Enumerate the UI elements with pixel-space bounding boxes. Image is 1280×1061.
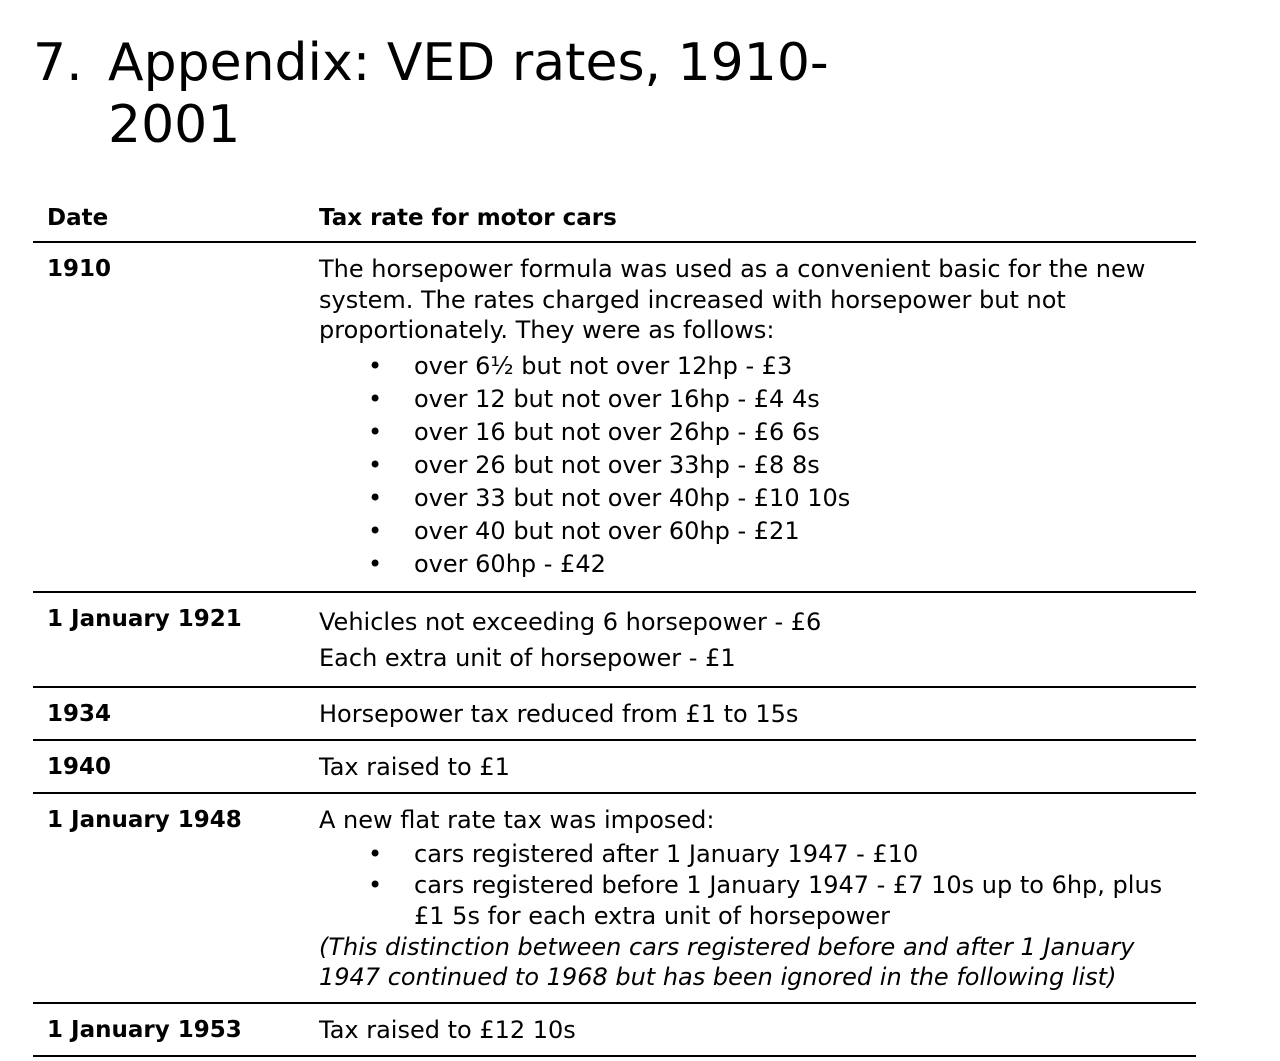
rate-bullet-list	[319, 350, 1182, 581]
bullet-icon: •	[368, 549, 383, 578]
column-header-rate: Tax rate for motor cars	[305, 197, 1196, 242]
rate-bullet-list	[319, 839, 1182, 932]
bullet-icon: •	[368, 839, 383, 868]
row-rate	[305, 793, 1196, 1003]
row-date: 1 January 1921	[33, 592, 305, 687]
list-item	[319, 870, 1182, 932]
row-note: (This distinction between cars registered before and after 1 January 1947 continued to 1968 but has been ignored in the following list)	[319, 932, 1135, 991]
list-item	[319, 383, 1182, 416]
list-item	[319, 548, 1182, 581]
list-item	[319, 350, 1182, 383]
row-intro-text: The horsepower formula was used as a convenient basic for the new system. The rates charged increased with horsepower but not proportionately. They were as follows:	[319, 255, 1146, 344]
list-item-text: over 12 but not over 16hp - £4 4s	[414, 384, 820, 413]
list-item	[319, 839, 1182, 870]
table-header-row	[33, 197, 1196, 242]
bullet-icon: •	[368, 351, 383, 380]
row-rate	[305, 242, 1196, 592]
bullet-icon: •	[368, 384, 383, 413]
rate-line: Each extra unit of horsepower - £1	[319, 643, 736, 672]
list-item	[319, 416, 1182, 449]
row-date: 1940	[33, 740, 305, 793]
list-item-text: cars registered after 1 January 1947 - £10	[414, 839, 919, 868]
list-item	[319, 449, 1182, 482]
row-rate: Tax raised to £1	[305, 740, 1196, 793]
table-row	[33, 740, 1196, 793]
column-header-date: Date	[33, 197, 305, 242]
heading-number: 7.	[33, 33, 83, 93]
bullet-icon: •	[368, 870, 383, 899]
bullet-icon: •	[368, 450, 383, 479]
list-item-text: over 40 but not over 60hp - £21	[414, 516, 800, 545]
rate-line: Vehicles not exceeding 6 horsepower - £6	[319, 607, 822, 636]
list-item-text: over 6½ but not over 12hp - £3	[414, 351, 793, 380]
row-date: 1910	[33, 242, 305, 592]
row-rate: Tax raised to £12 10s	[305, 1003, 1196, 1056]
list-item-text: over 33 but not over 40hp - £10 10s	[414, 483, 851, 512]
ved-rates-table	[33, 197, 1196, 1057]
table-row	[33, 793, 1196, 1003]
page-heading	[33, 32, 868, 156]
bullet-icon: •	[368, 516, 383, 545]
list-item-text: cars registered before 1 January 1947 - £7 10s up to 6hp, plus £1 5s for each extra unit of horsepower	[414, 870, 1163, 930]
row-rate: Horsepower tax reduced from £1 to 15s	[305, 687, 1196, 740]
bullet-icon: •	[368, 483, 383, 512]
list-item	[319, 482, 1182, 515]
row-date: 1934	[33, 687, 305, 740]
table-row	[33, 592, 1196, 687]
row-rate	[305, 592, 1196, 687]
table-row	[33, 1003, 1196, 1056]
table-row	[33, 687, 1196, 740]
row-intro-text: A new flat rate tax was imposed:	[319, 805, 715, 834]
list-item-text: over 26 but not over 33hp - £8 8s	[414, 450, 820, 479]
bullet-icon: •	[368, 417, 383, 446]
list-item-text: over 60hp - £42	[414, 549, 606, 578]
list-item	[319, 515, 1182, 548]
row-date: 1 January 1948	[33, 793, 305, 1003]
row-date: 1 January 1953	[33, 1003, 305, 1056]
heading-title: Appendix: VED rates, 1910-2001	[108, 33, 829, 155]
table-row	[33, 242, 1196, 592]
list-item-text: over 16 but not over 26hp - £6 6s	[414, 417, 820, 446]
